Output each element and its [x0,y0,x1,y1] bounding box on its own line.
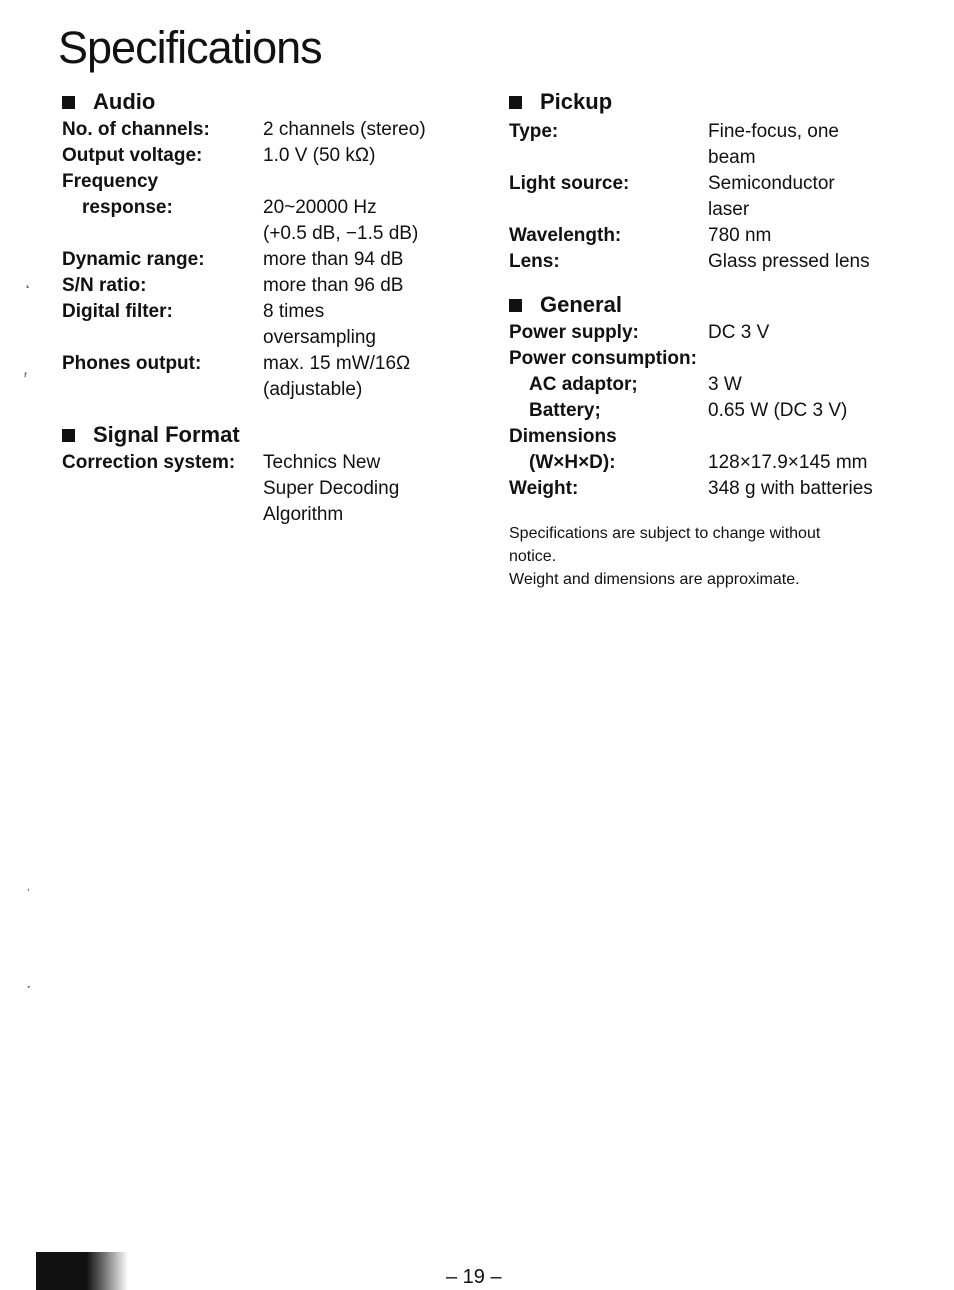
spec-value: more than 94 dB [263,249,404,270]
spec-label: Dynamic range: [62,249,205,270]
spec-value: Glass pressed lens [708,251,870,272]
spec-label: Phones output: [62,353,202,374]
spec-value: 780 nm [708,225,772,246]
spec-row-output [62,143,482,169]
spec-value: 3 W [708,374,742,395]
spec-label: Wavelength: [509,225,622,246]
spec-value: 128×17.9×145 mm [708,452,868,473]
spec-value: (+0.5 dB, −1.5 dB) [263,223,419,244]
spec-row-light [509,171,929,197]
audio-section-heading [62,88,482,116]
spec-value: Super Decoding [263,478,400,499]
spec-value: 0.65 W (DC 3 V) [708,400,848,421]
spec-value: 8 times [263,301,325,322]
spec-value: oversampling [263,327,376,348]
spec-label: Type: [509,121,559,142]
spec-row-channels [62,117,482,143]
spec-row-light-cont [509,197,929,223]
spec-label: Correction system: [62,452,236,473]
spec-row-consumption [509,346,929,372]
spec-value: Fine-focus, one [708,121,839,142]
spec-row-weight [509,476,929,502]
note-line: Weight and dimensions are approximate. [509,571,800,588]
spec-value: 2 channels (stereo) [263,119,426,140]
left-column [62,88,482,528]
spec-value: laser [708,199,750,220]
signal-section-heading [62,421,482,449]
page-title: Specifications [58,22,322,73]
spec-row-correction [62,450,482,476]
spec-label-spacer [62,325,263,351]
spec-label: response: [82,197,173,218]
spec-value: 348 g with batteries [708,478,873,499]
scan-smudge [36,1252,128,1290]
square-bullet-icon [509,299,522,312]
pickup-section-heading [509,88,929,116]
general-heading-text: General [540,292,622,317]
spec-row-frequency [62,195,482,221]
scan-speck: ˛ [26,272,31,288]
spec-value: DC 3 V [708,322,770,343]
spec-row-correction-cont [62,476,482,502]
spec-row-filter [62,299,482,325]
square-bullet-icon [62,96,75,109]
signal-heading-text: Signal Format [93,422,240,447]
spec-label-spacer [62,502,263,528]
spec-label: Frequency [62,171,159,192]
spec-label: Dimensions [509,426,617,447]
spec-value: (adjustable) [263,379,363,400]
spec-value: beam [708,147,756,168]
spec-value: more than 96 dB [263,275,404,296]
spec-row-dimensions [509,450,929,476]
right-column [509,88,929,591]
spec-row-dimensions-label [509,424,929,450]
spec-label: Power consumption: [509,348,697,369]
spec-label: (W×H×D): [529,452,616,473]
note-line: Specifications are subject to change without [509,525,821,542]
spec-row-filter-cont [62,325,482,351]
spec-row-type-cont [509,145,929,171]
spec-row-correction-cont2 [62,502,482,528]
spec-row-phones [62,351,482,377]
spec-row-lens [509,249,929,275]
spec-label: Lens: [509,251,560,272]
spec-value: Technics New [263,452,381,473]
spec-label-spacer [509,197,708,223]
spec-label: Battery; [529,400,601,421]
spec-label: Light source: [509,173,630,194]
spec-row-ac [509,372,929,398]
spec-label: Digital filter: [62,301,173,322]
square-bullet-icon [62,429,75,442]
spec-label: AC adaptor; [529,374,638,395]
spec-label: Weight: [509,478,579,499]
spec-label: Output voltage: [62,145,203,166]
spec-row-phones-cont [62,377,482,403]
spec-label-spacer [509,145,708,171]
page-number: – 19 – [446,1266,502,1288]
spec-label-spacer [62,221,263,247]
spec-row-dynamic [62,247,482,273]
spec-value: Semiconductor [708,173,835,194]
pickup-heading-text: Pickup [540,89,613,114]
spec-row-frequency-cont [62,221,482,247]
spec-value: 1.0 V (50 kΩ) [263,145,376,166]
spec-label-spacer [62,377,263,403]
scan-speck: ʳ [24,368,28,384]
square-bullet-icon [509,96,522,109]
spec-label: Power supply: [509,322,639,343]
spec-row-battery [509,398,929,424]
notes-block [509,522,929,591]
spec-row-type [509,119,929,145]
spec-label-spacer [62,476,263,502]
spec-row-power [509,320,929,346]
spec-value: max. 15 mW/16Ω [263,353,411,374]
spec-label: S/N ratio: [62,275,147,296]
note-line: notice. [509,548,557,565]
spec-label: No. of channels: [62,119,210,140]
spec-row-wavelength [509,223,929,249]
audio-heading-text: Audio [93,89,156,114]
spec-value: Algorithm [263,504,344,525]
spec-value: 20~20000 Hz [263,197,377,218]
spec-row-frequency-label [62,169,482,195]
spec-row-sn [62,273,482,299]
general-section-heading [509,291,929,319]
scan-speck: ˏ [26,972,31,988]
scan-speck: ˌ [26,875,31,891]
